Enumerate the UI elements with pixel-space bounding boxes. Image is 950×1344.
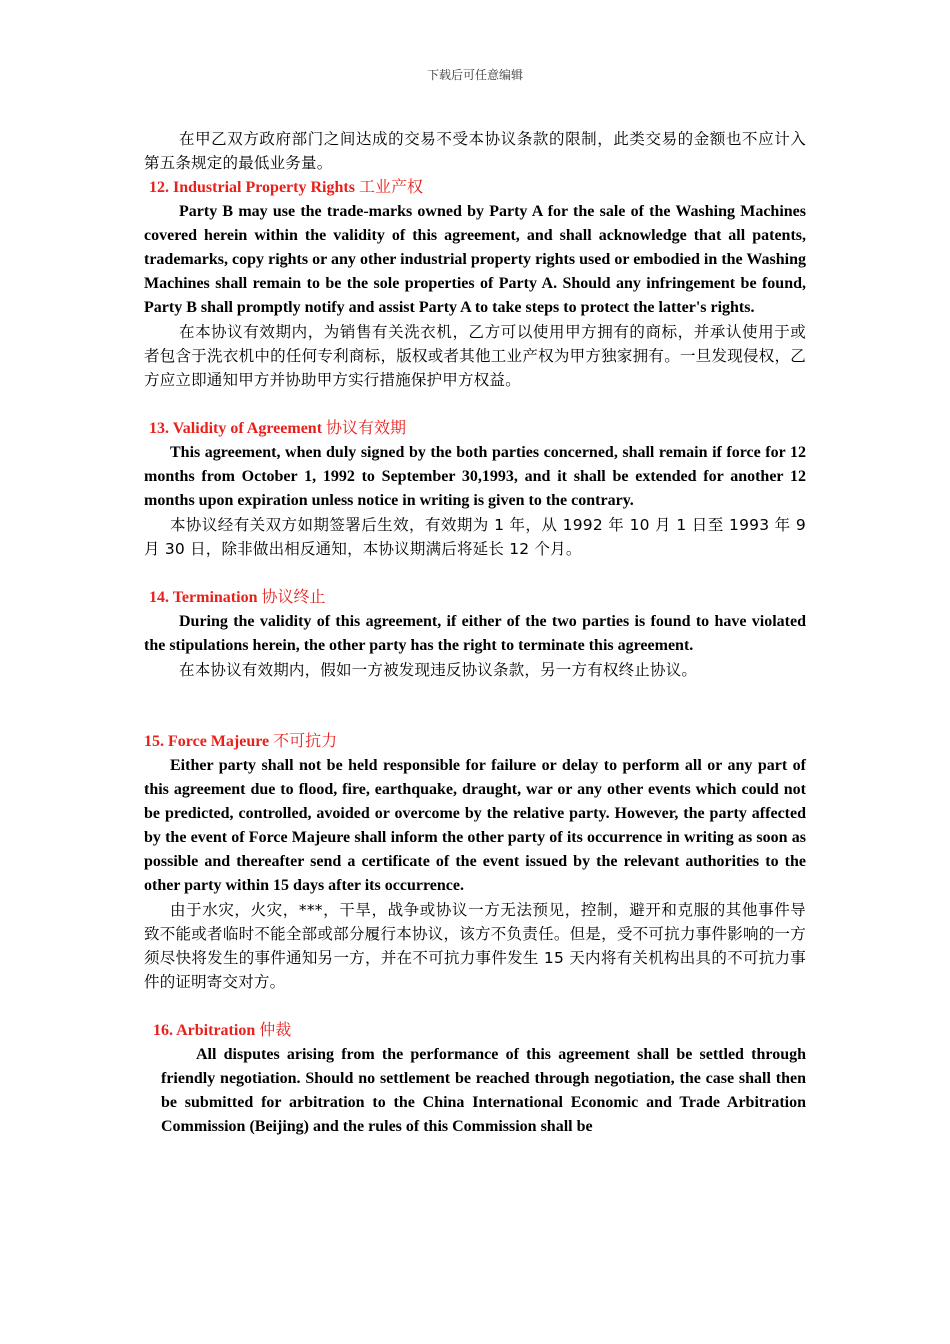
section-15-heading [144,729,806,754]
section-14-heading-en: 14. Termination [149,589,258,606]
section-15-heading-cn: 不可抗力 [273,731,338,750]
page-header-note: 下载后可任意编辑 [426,68,523,82]
section-13-heading-en: 13. Validity of Agreement [149,420,323,437]
section-14-heading [144,585,806,610]
section-16-heading [144,1018,806,1043]
section-13-paragraph-cn: 本协议经有关双方如期签署后生效，有效期为 1 年，从 1992 年 10 月 1 日至 1993 年 9 月 30 日，除非做出相反通知，本协议期满后将延长 12 个月。 [144,516,806,558]
section-16-body [144,1043,806,1139]
section-12-paragraph-cn: 在本协议有效期内，为销售有关洗衣机，乙方可以使用甲方拥有的商标，并承认使用于或者包含于洗衣机中的任何专利商标，版权或者其他工业产权为甲方独家拥有。一旦发现侵权，乙方应立即通知甲方并协助甲方实行措施保护甲方权益。 [144,323,806,389]
section-15-paragraph-en: Either party shall not be held responsible for failure or delay to perform all or any part of this agreement due to flood, fire, earthquake, draught, war or any other events which could not be predicted, controlled, avoided or overcome by the relative party. However, the party affected by the event of Force Majeure shall inform the other party of its occurrence in writing as soon as possible and thereafter send a certificate of the event issued by the relevant authorities to the other party within 15 days after its occurrence. [144,757,806,894]
section-14-paragraph-cn: 在本协议有效期内，假如一方被发现违反协议条款，另一方有权终止协议。 [179,661,698,679]
section-16-heading-en: 16. Arbitration [153,1022,256,1039]
intro-paragraph-cn: 在甲乙双方政府部门之间达成的交易不受本协议条款的限制，此类交易的金额也不应计入第五条规定的最低业务量。 [144,130,806,172]
section-12-heading-en: 12. Industrial Property Rights [149,179,355,196]
section-15-paragraph-cn: 由于水灾，火灾，***，干旱，战争或协议一方无法预见，控制，避开和克服的其他事件导致不能或者临时不能全部或部分履行本协议，该方不负责任。但是，受不可抗力事件影响的一方须尽快将发生的事件通知另一方，并在不可抗力事件发生 15 天内将有关机构出具的不可抗力事件的证明寄交对方。 [144,901,806,991]
section-12-heading [144,175,806,200]
section-15-heading-en: 15. Force Majeure [144,733,270,750]
section-14-heading-cn: 协议终止 [261,587,326,606]
section-13-heading [144,416,806,441]
section-12-heading-cn: 工业产权 [358,177,423,196]
document-body [144,127,806,1139]
section-13-paragraph-en: This agreement, when duly signed by the both parties concerned, shall remain if force for 12 months from October 1, 1992 to September 30,1993, and it shall be extended for another 12 months upon expiration unless notice in writing is given to the contrary. [144,444,806,509]
section-16-heading-cn: 仲裁 [259,1020,292,1039]
section-16-paragraph-en: All disputes arising from the performance of this agreement shall be settled through friendly negotiation. Should no settlement be reached through negotiation, the case shall then be submitted for arbitration to the China International Economic and Trade Arbitration Commission (Beijing) and the rules of this Commission shall be [161,1046,806,1135]
section-13-heading-cn: 协议有效期 [326,418,407,437]
section-12-paragraph-en: Party B may use the trade-marks owned by Party A for the sale of the Washing Machines covered herein within the validity of this agreement, and shall acknowledge that all patents, trademarks, copy rights or any other industrial property rights used or embodied in the Washing Machines shall remain to be the sole properties of Party A. Should any infringement be found, Party B shall promptly notify and assist Party A to take steps to protect the latter's rights. [144,203,806,316]
section-14-paragraph-en: During the validity of this agreement, if either of the two parties is found to have violated the stipulations herein, the other party has the right to terminate this agreement. [144,613,806,654]
